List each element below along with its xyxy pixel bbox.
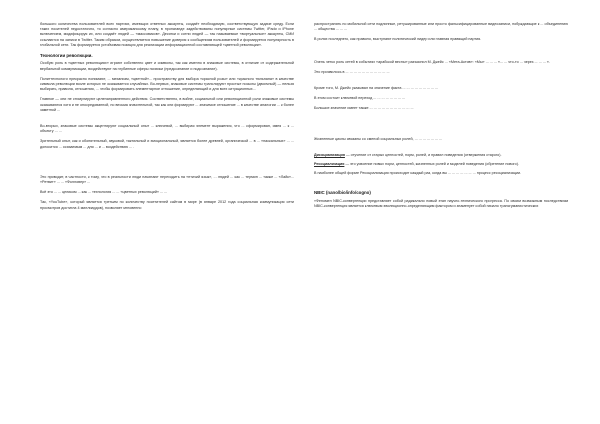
section-heading-nbic: NBIC (nano/bio/info/cogno): [314, 190, 371, 196]
right-column: [314, 22, 568, 414]
term-label: Дисоциализация: [314, 152, 345, 157]
left-para-2: Особую роль в «цветных революциях» играют собственно цвет и символы, так как именно в знаковые системы, в отличие от содержательной вербальной коммуникации, воздействуют на глубинные сферы психики (предсознание и подсознание).: [40, 61, 294, 71]
section-heading-technologies: Технологии революции.: [40, 53, 93, 59]
left-column: [40, 22, 294, 414]
right-para-7: Большое значение имеет также ... ... ... ... ... ... ... ... ... ... ...: [314, 106, 414, 111]
right-para-6: В этом состоит ключевой переход ... ... ... ... ... ... ... ...: [314, 96, 406, 101]
left-para-3: Политтехнологи прекрасно понимают, ... механизм, «цветной»... пространству для выбора «красной розы» или «красного тюльпана» в качестве символа революции возле которых не оказывается случайных. Во-первых, знаковые системы транслируют простые посылы (двоичный) — нельзя выбирать, правила, отношения, ... чтобы формировать элементарное отношение, определяющий и для всех ситуационных...: [40, 76, 294, 92]
term-text: — это усвоение новых норм, ценностей, жизненных ролей и моделей поведения (обретение нового).: [344, 162, 519, 167]
left-para-7: Это приводит, в частности, к тому, что в реальности люди начинают переходить на «птичий язык», ... людей ... как ... термин ... также ... «Лайк»... «Ретвит» ... ... «Фолловер» ...: [40, 174, 294, 185]
left-para-4: Главное — они не стимулируют целенаправленного действия. Соответственно, в войне, социальной или революционной роли знаковые системы оказываются хотя и не опосредованной, но весьма значительной, так как они формируют ... значимое отношение ... в качестве аналогии ... к более заметной ...: [40, 97, 294, 112]
left-para-9: Так, «YouTube», который является третьим по количеству посетителей сайтом в мире (в январе 2012 года социальная коммуникация сети просмотров достигла 4 миллиардов), позволяет мгновенно: [40, 200, 294, 210]
right-para-2: В ролях последнего, как правило, выступают политический лидер или главная правящий партия.: [314, 37, 482, 42]
term-text: — отучение от старых ценностей, норм, ролей, и правил поведения (отвержения старого).: [344, 152, 502, 157]
left-para-5: Во-вторых, знаковые системы акцентируют социальный опыт ... ключевой, ... выбирая элемент выражения, что ... сформирован, имея ... к ... объекту ... ...: [40, 124, 294, 134]
right-para-10: «Феномен NBIC-конвергенции представляет собой радикально новый этап научно-технического прогресса. По своим возможным последствиям NBIC-конвергенция является ключевым эволюционно-определяющим фактором и знаменует собой начало трансгуманистических: [314, 198, 568, 209]
left-para-1: большого количества пользователей всех партиях, имеющих ответных аккаунты, создаёт необходимую, соответствующую задаче среду. Если таких носителей недостаточно, то согласно американскому плану, в пропаганде задействованы популярные системы Twitter, iPadи и iPhone включением, модифицируя их, или создаёт людей — «массовиков». Десятки и сотни людей — так называемые «виртуальные» аккаунты, СМИ ссылаются на записи в Twitter. Таким образом, осуществляется повышение доверия к сообщениям пользователей и формируется популярность в глобальной сети. Так формируется устойчивая позиция для реализации информационной составляющей «цветной революции».: [40, 22, 294, 47]
right-para-8: Жизненные циклы связаны со сменой социальных ролей, ... ... ... ... ... ... ...: [314, 136, 443, 141]
right-para-5: Кроме того, М. Джейс указывал на значение факта ... ... ... ... ... ... ... ... ...: [314, 86, 439, 91]
term-label: Ресоциализация: [314, 162, 345, 167]
right-para-1: распространять по мобильной сети подлинные, ретушированные или просто фальсифицированные видеозаписи, побуждающие к ... объединению ... общества ... ... ...: [314, 22, 568, 32]
term-definition: [314, 153, 568, 158]
right-para-3: Очень четко роль сетей в событиях «арабской весны» разъяснил М. Джейс ... «Мета-Актив»: «Мы» ... ... ... «... ... что-то ... через ... ... ... ».: [314, 59, 550, 64]
left-para-6: Зрительный опыт, как и обонятельный, звуковой, тактильный и эмоциональный, является более древней, органической ... в ... «наскальных» ... ... доносится ... осязаемым ... для ... и ... воздействию ... .: [40, 139, 294, 149]
right-para-9: В наиболее общей форме Ресоциализация происходит каждый раз, когда вы ... ... ... ... ... ... ... процесс ресоциализации.: [314, 171, 522, 176]
right-para-4: Это проявилось в ... ... ... ... ... ... ... ... ... ... ...: [314, 69, 390, 74]
left-para-8: Всё это ... ... целиком ... как ... технология ... ... «цветных революций» ... ...: [40, 190, 168, 195]
term-definition: [314, 162, 568, 167]
